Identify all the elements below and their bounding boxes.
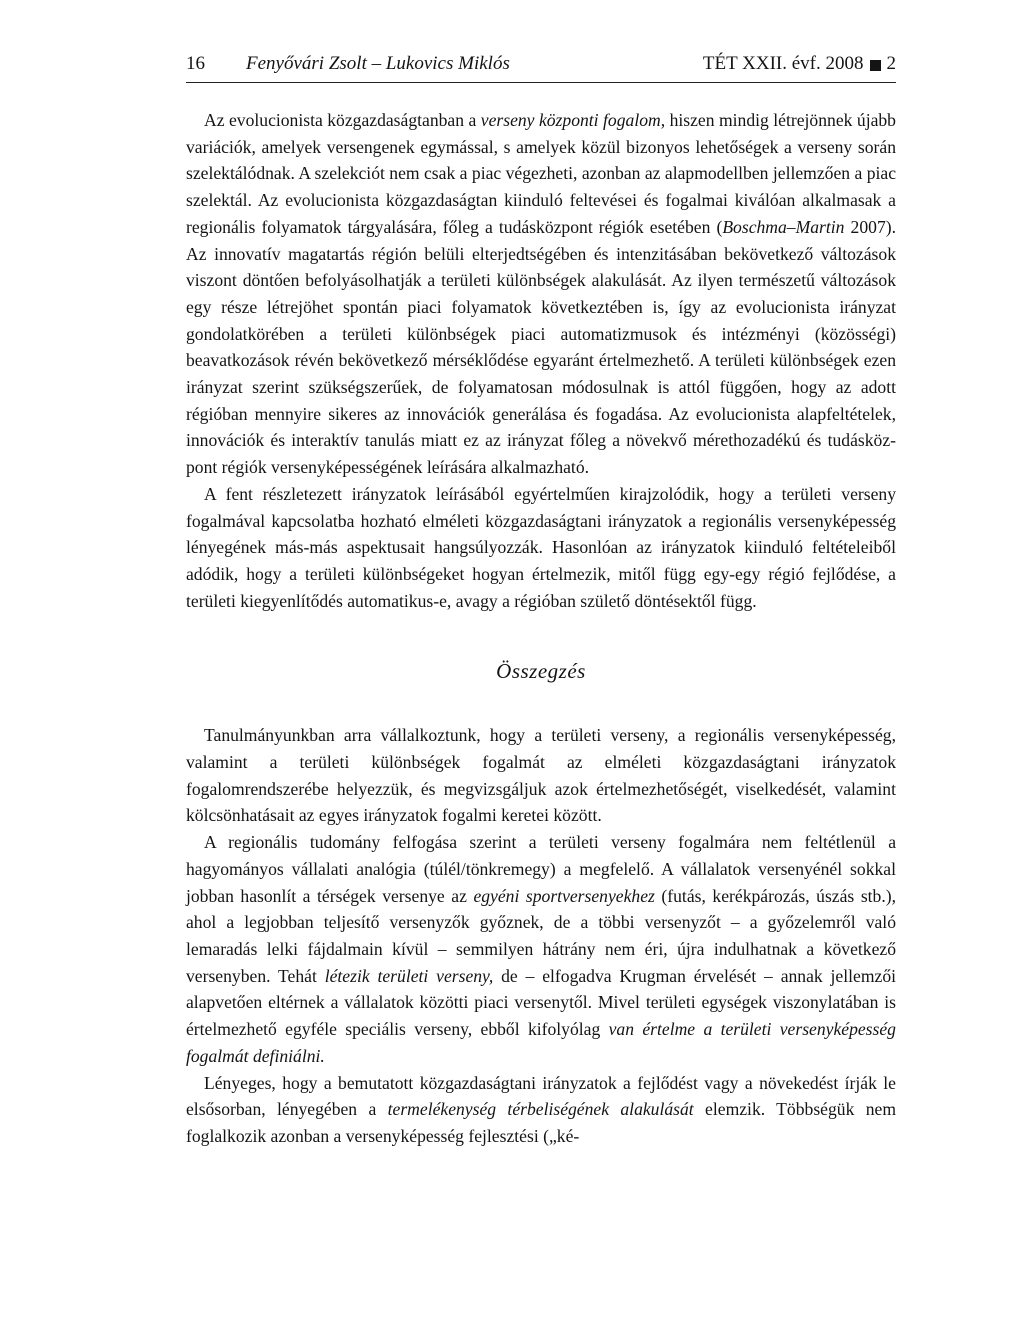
emphasized-text: van értelme a területi versenyképesség fogalmát definiálni. xyxy=(186,1019,896,1066)
emphasized-text: Boschma–Martin xyxy=(722,216,845,237)
paragraph xyxy=(186,481,896,615)
paragraph xyxy=(186,829,896,1069)
square-separator-icon xyxy=(870,60,881,71)
emphasized-text: termelékenység térbeliségének alakulását xyxy=(387,1099,694,1120)
journal-issue: 2 xyxy=(886,53,896,74)
emphasized-text: létezik területi verseny, xyxy=(324,965,494,986)
section-title: Összegzés xyxy=(496,659,586,684)
page-number: 16 xyxy=(186,53,205,74)
text-run: (futás, kerékpározás, úszás stb.), ahol a legjobban teljesítő versenyzők győznek, de a többi versenyzőt – a győzelemről való lemaradás lelki fájdalmain kívül – semmilyen hátrány nem éri, újra indulhatnak a következő versenyben. Tehát xyxy=(186,885,897,986)
text-run: 2007). Az innovatív magatartás régión belüli elterjedtségében és intenzitásában bekövetkező változások viszont döntően befolyásolhatják a területi különbségek alakulását. Az ilyen természetű változások egy része létrejöhet spontán piaci folyamatok következtében is, így az evolucionista irányzat gondolatkörében a területi különbségek piaci automatizmusok és intézményi (közösségi) beavatkozások révén bekövetkező mérséklődése egyaránt értelmezhető. A területi különbségek ezen irányzat szerint szükségszerűek, de folyamatosan módosulnak is attól függően, hogy az adott régióban mennyire sikeres az innovációk generálása és fogadása. Az evolucionista alapfeltételek, innovációk és interaktív tanulás miatt ez az irányzat főleg a növekvő mérethozadékú és tudásközpont régiók versenyképességének leírására alkalmazható. xyxy=(186,216,897,478)
text-run: Lényeges, hogy a bemutatott közgazdaságtani irányzatok a fejlődést vagy a növekedést írják le elsősorban, lényegében a xyxy=(186,1072,896,1120)
paragraph xyxy=(186,107,896,481)
paragraph xyxy=(186,722,896,829)
running-head-journal xyxy=(703,52,896,76)
text-run: A fent részletezett irányzatok leírásából egyértelműen kirajzolódik, hogy a területi verseny fogalmával kapcsolatba hozható elméleti közgazdaságtani irányzatok a regionális versenyképesség lényegének más-más aspektusait hangsúlyozzák. Hasonlóan az irányzatok kiinduló feltételeiből adódik, hogy a területi különbségeket hogyan értelmezik, mitől függ egy-egy régió fejlődése, a területi kiegyenlítődés automatikus-e, avagy a régióban születő döntésektől függ. xyxy=(186,483,896,611)
paragraph xyxy=(186,1070,896,1150)
running-head-authors: Fenyővári Zsolt – Lukovics Miklós xyxy=(246,53,510,74)
text-run: de – elfogadva Krugman érvelését – annak jellemzői alapvetően eltérnek a vállalatok közötti piaci versenytől. Mivel területi egységek viszonylatában is értelmezhető egyféle speciális verseny, ebből kifolyólag xyxy=(186,965,896,1040)
emphasized-text: egyéni sportversenyekhez xyxy=(473,885,655,906)
body-text xyxy=(186,107,896,1150)
emphasized-text: verseny központi fogalom, xyxy=(480,110,666,130)
text-run: Tanulmányunkban arra vállalkoztunk, hogy a területi verseny, a regionális versenyképesség, valamint a területi különbségek fogalmát az elméleti közgazdaságtani irányzatok fogalomrendszerébe helyezzük, és megvizsgáljuk azok értelmezhetőségét, viselkedését, valamint kölcsönhatásait az egyes irányzatok fogalmi keretei között. xyxy=(186,725,896,826)
document-page xyxy=(186,52,896,1150)
text-run: A regionális tudomány felfogása szerint a területi verseny fogalmára nem feltétlenül a hagyományos vállalati analógia (túlél/tönkremegy) a megfelelő. A vállalatok versenyénél sokkal jobban hasonlít a térségek versenye az xyxy=(186,832,896,906)
text-run: elemzik. Többségük nem foglalkozik azonban a versenyképesség fejlesztési („ké- xyxy=(186,1099,897,1146)
text-run: Az evolucionista közgazdaságtanban a xyxy=(204,110,481,130)
journal-volume: TÉT XXII. évf. 2008 xyxy=(702,53,864,74)
running-header xyxy=(186,52,896,83)
text-run: hiszen mindig létrejönnek újabb variációk, amelyek versengenek egymással, s amelyek közül bizonyos lehetőségek a verseny során szelektálódnak. A szelekciót nem csak a piac végezheti, azonban az alapmodellben jellemzően a piac szelektál. Az evolucionista közgazdaságtan kiinduló feltevései és fogalmai kiválóan alkalmasak a regionális folyamatok tárgyalására, főleg a tudásközpont régiók esetében ( xyxy=(186,110,896,237)
